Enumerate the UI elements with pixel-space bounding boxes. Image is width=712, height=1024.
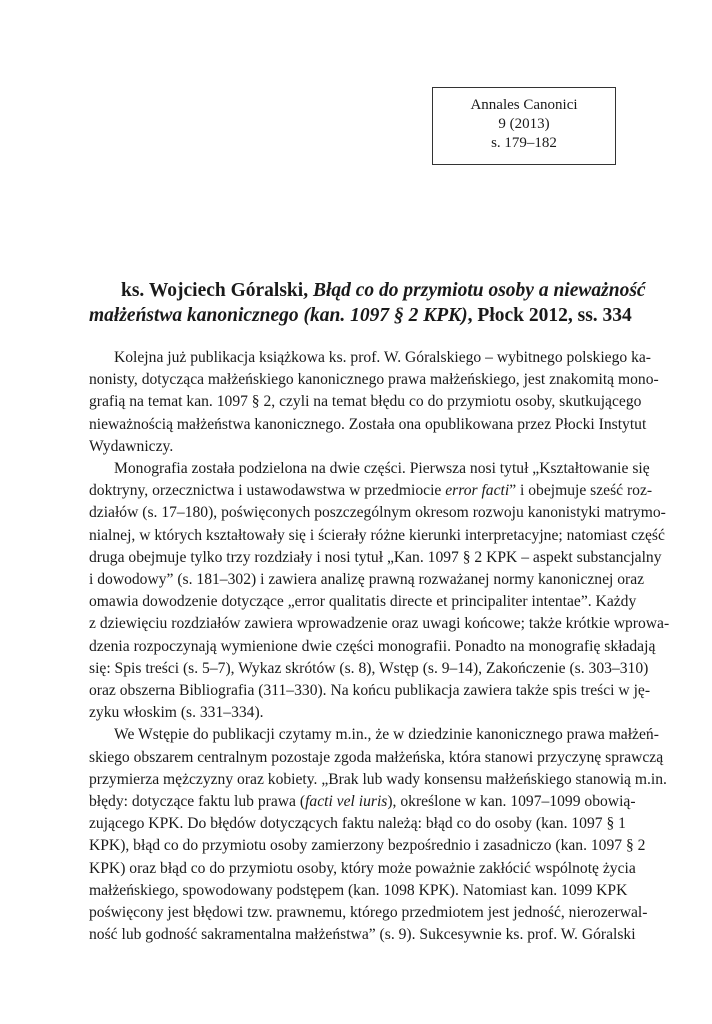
text-line: małżeńskiego, spowodowany podstępem (kan. 1098 KPK). Natomiast kan. 1099 KPK	[89, 881, 628, 899]
text-line: działów (s. 17–180), poświęconych poszczególnym okresom rozwoju kanonistyki matrymo-	[89, 504, 666, 522]
text-line: się: Spis treści (s. 5–7), Wykaz skrótów (s. 8), Wstęp (s. 9–14), Zakończenie (s. 303–310)	[89, 659, 649, 677]
text-line: i dowodowy” (s. 181–302) i zawiera analizę prawną rozważanej normy kanonicznej oraz	[89, 571, 645, 589]
text-line: Kolejna już publikacja książkowa ks. prof. W. Góralskiego – wybitnego polskiego ka-	[114, 349, 652, 366]
paragraph	[89, 458, 670, 724]
publication-info: , Płock 2012, ss. 334	[467, 305, 632, 326]
text-line: omawia dowodzenie dotyczące „error qualitatis directe et principaliter intentae”. Każdy	[89, 593, 637, 611]
journal-pages: s. 179–182	[491, 135, 557, 151]
paragraph	[89, 724, 667, 946]
text-line: nieważnością małżeństwa kanonicznego. Została ona opublikowana przez Płocki Instytut	[89, 415, 647, 433]
text-line: Wydawniczy.	[89, 437, 174, 455]
text-line: KPK), błąd co do przymiotu osoby zamierzony bezpośrednio i zasadniczo (kan. 1097 § 2	[89, 837, 646, 855]
text-line: nonisty, dotycząca małżeńskiego kanonicznego prawa małżeńskiego, jest znakomitą mono-	[89, 371, 659, 389]
text-line: z dziewięciu rozdziałów zawiera wprowadzenie oraz uwagi końcowe; także krótkie wprowa-	[89, 615, 670, 633]
text-line: KPK) oraz błąd co do przymiotu osoby, który może poważnie zakłócić wspólnotę życia	[89, 859, 636, 877]
text-line: zyku włoskim (s. 331–334).	[89, 704, 264, 722]
text-line: skiego obszarem centralnym pozostaje zgoda małżeńska, która stanowi przyczynę sprawczą	[89, 748, 664, 766]
book-title-part-1: Błąd co do przymiotu osoby a nieważność	[312, 280, 646, 301]
text-line: We Wstępie do publikacji czytamy m.in., że w dziedzinie kanonicznego prawa małżeń-	[114, 726, 659, 744]
text-line: Monografia została podzielona na dwie części. Pierwsza nosi tytuł „Kształtowanie się	[114, 460, 650, 478]
heading-line-2	[89, 303, 632, 328]
text-line: grafią na temat kan. 1097 § 2, czyli na temat błędu co do przymiotu osoby, skutkującego	[89, 393, 642, 411]
review-heading	[89, 278, 646, 328]
text-line: oraz obszerna Bibliografia (311–330). Na końcu publikacja zawiera także spis treści w ję-	[89, 682, 651, 700]
journal-volume: 9 (2013)	[498, 116, 550, 132]
journal-name: Annales Canonici	[470, 97, 578, 113]
text-line: nialnej, w których kształtowały się i ścierały różne kierunki interpretacyjne; natomiast część	[89, 526, 665, 544]
text-line: dzenia rozpoczynają wymienione dwie części monografii. Ponadto na monografię składają	[89, 637, 656, 655]
text-line: druga obejmuje tylko trzy rozdziały i nosi tytuł „Kan. 1097 § 2 KPK – aspekt substancjalny	[89, 548, 662, 566]
text-line: przymierza mężczyzny oraz kobiety. „Brak lub wady konsensu małżeńskiego stanowią m.in.	[89, 770, 667, 788]
book-title-part-2: małżeństwa kanonicznego (kan. 1097 § 2 KPK)	[89, 305, 468, 326]
paragraph	[89, 347, 659, 458]
journal-info-box	[432, 87, 616, 165]
heading-line-1	[89, 278, 646, 303]
review-body	[89, 347, 670, 946]
text-line: błędy: dotyczące faktu lub prawa (facti vel iuris), określone w kan. 1097–1099 obowią-	[89, 793, 636, 811]
text-line: doktryny, orzecznictwa i ustawodawstwa w przedmiocie error facti” i obejmuje sześć roz-	[89, 482, 653, 500]
text-line: ność lub godność sakramentalna małżeństwa” (s. 9). Sukcesywnie ks. prof. W. Góralski	[89, 926, 636, 944]
text-line: zującego KPK. Do błędów dotyczących faktu należą: błąd co do osoby (kan. 1097 § 1	[89, 815, 626, 833]
text-line: poświęcony jest błędowi tzw. prawnemu, którego przedmiotem jest jedność, nierozerwal-	[89, 904, 648, 922]
review-author: ks. Wojciech Góralski,	[121, 280, 309, 301]
